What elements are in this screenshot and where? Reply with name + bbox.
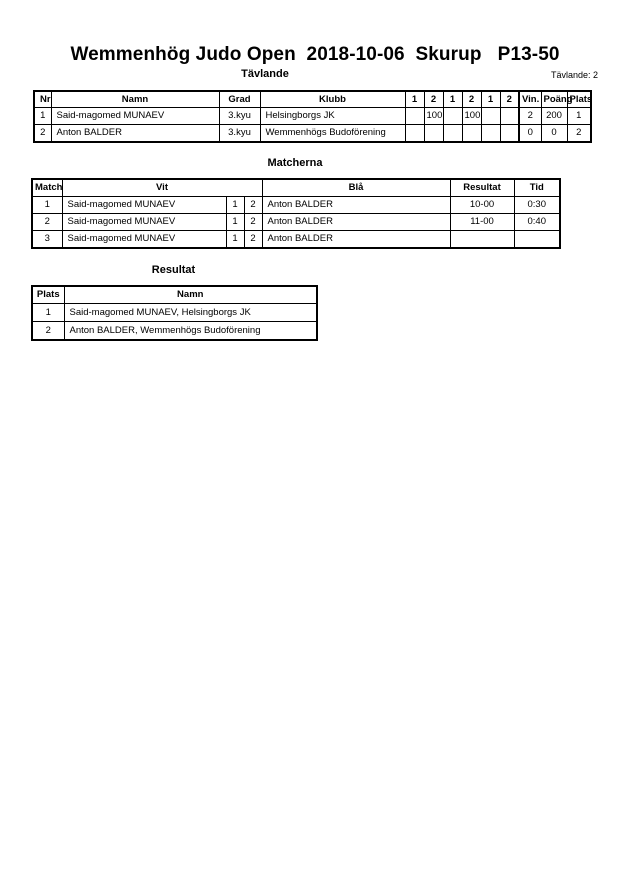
score-cell: 100 — [424, 108, 443, 125]
column-header: Vit — [62, 179, 262, 197]
score-cell — [443, 125, 462, 143]
match-result — [450, 231, 514, 249]
column-header: Poäng — [541, 91, 567, 108]
column-header: Grad — [219, 91, 260, 108]
match-result: 10-00 — [450, 197, 514, 214]
match-a: 1 — [226, 231, 244, 249]
score-cell — [481, 125, 500, 143]
match-a: 1 — [226, 214, 244, 231]
competitor-points: 0 — [541, 125, 567, 143]
score-cell — [462, 125, 481, 143]
matches-table — [31, 178, 561, 249]
result-name: Said-magomed MUNAEV, Helsingborgs JK — [64, 304, 317, 322]
page-title: Wemmenhög Judo Open 2018-10-06 Skurup P13-50 — [70, 44, 560, 65]
table-row — [32, 231, 560, 249]
result-name: Anton BALDER, Wemmenhögs Budoförening — [64, 322, 317, 341]
matches-section-title: Matcherna — [267, 157, 323, 169]
competitor-grade: 3.kyu — [219, 108, 260, 125]
result-place: 1 — [32, 304, 64, 322]
competitor-grade: 3.kyu — [219, 125, 260, 143]
competitor-points: 200 — [541, 108, 567, 125]
score-cell — [405, 108, 424, 125]
score-cell — [481, 108, 500, 125]
column-header: 2 — [500, 91, 519, 108]
column-header: Blå — [262, 179, 450, 197]
table-row — [32, 197, 560, 214]
match-number: 3 — [32, 231, 62, 249]
column-header: 1 — [405, 91, 424, 108]
match-white: Said-magomed MUNAEV — [62, 197, 226, 214]
result-place: 2 — [32, 322, 64, 341]
competitor-name: Anton BALDER — [51, 125, 219, 143]
match-blue: Anton BALDER — [262, 231, 450, 249]
competitor-count: Tävlande: 2 — [550, 70, 598, 80]
column-header: Tid — [514, 179, 560, 197]
match-time: 0:30 — [514, 197, 560, 214]
column-header: Match — [32, 179, 62, 197]
score-cell — [424, 125, 443, 143]
competitor-nr: 2 — [34, 125, 51, 143]
results-table — [31, 285, 318, 341]
competitor-wins: 2 — [519, 108, 541, 125]
match-number: 1 — [32, 197, 62, 214]
match-white: Said-magomed MUNAEV — [62, 214, 226, 231]
table-row — [34, 125, 591, 143]
table-row — [32, 214, 560, 231]
competitor-club: Wemmenhögs Budoförening — [260, 125, 405, 143]
match-time: 0:40 — [514, 214, 560, 231]
match-b: 2 — [244, 214, 262, 231]
column-header: Vin. — [519, 91, 541, 108]
results-section-title: Resultat — [151, 264, 196, 276]
match-b: 2 — [244, 197, 262, 214]
match-blue: Anton BALDER — [262, 197, 450, 214]
competitors-table — [33, 90, 592, 143]
match-b: 2 — [244, 231, 262, 249]
match-a: 1 — [226, 197, 244, 214]
score-cell: 100 — [462, 108, 481, 125]
score-cell — [500, 108, 519, 125]
table-header-row — [34, 91, 591, 108]
column-header: 2 — [462, 91, 481, 108]
competitor-name: Said-magomed MUNAEV — [51, 108, 219, 125]
column-header: Namn — [64, 286, 317, 304]
column-header: 1 — [481, 91, 500, 108]
column-header: 1 — [443, 91, 462, 108]
match-blue: Anton BALDER — [262, 214, 450, 231]
match-time — [514, 231, 560, 249]
score-cell — [405, 125, 424, 143]
match-number: 2 — [32, 214, 62, 231]
column-header: 2 — [424, 91, 443, 108]
column-header: Klubb — [260, 91, 405, 108]
score-cell — [500, 125, 519, 143]
competitor-nr: 1 — [34, 108, 51, 125]
match-result: 11-00 — [450, 214, 514, 231]
score-cell — [443, 108, 462, 125]
table-row — [34, 108, 591, 125]
column-header: Resultat — [450, 179, 514, 197]
column-header: Plats — [32, 286, 64, 304]
competitor-place: 2 — [567, 125, 591, 143]
competitor-club: Helsingborgs JK — [260, 108, 405, 125]
competitor-wins: 0 — [519, 125, 541, 143]
column-header: Nr — [34, 91, 51, 108]
table-row — [32, 304, 317, 322]
table-header-row — [32, 286, 317, 304]
column-header: Namn — [51, 91, 219, 108]
competitors-section-title: Tävlande — [241, 68, 289, 80]
table-row — [32, 322, 317, 341]
competitor-place: 1 — [567, 108, 591, 125]
column-header: Plats — [567, 91, 591, 108]
table-header-row — [32, 179, 560, 197]
match-white: Said-magomed MUNAEV — [62, 231, 226, 249]
